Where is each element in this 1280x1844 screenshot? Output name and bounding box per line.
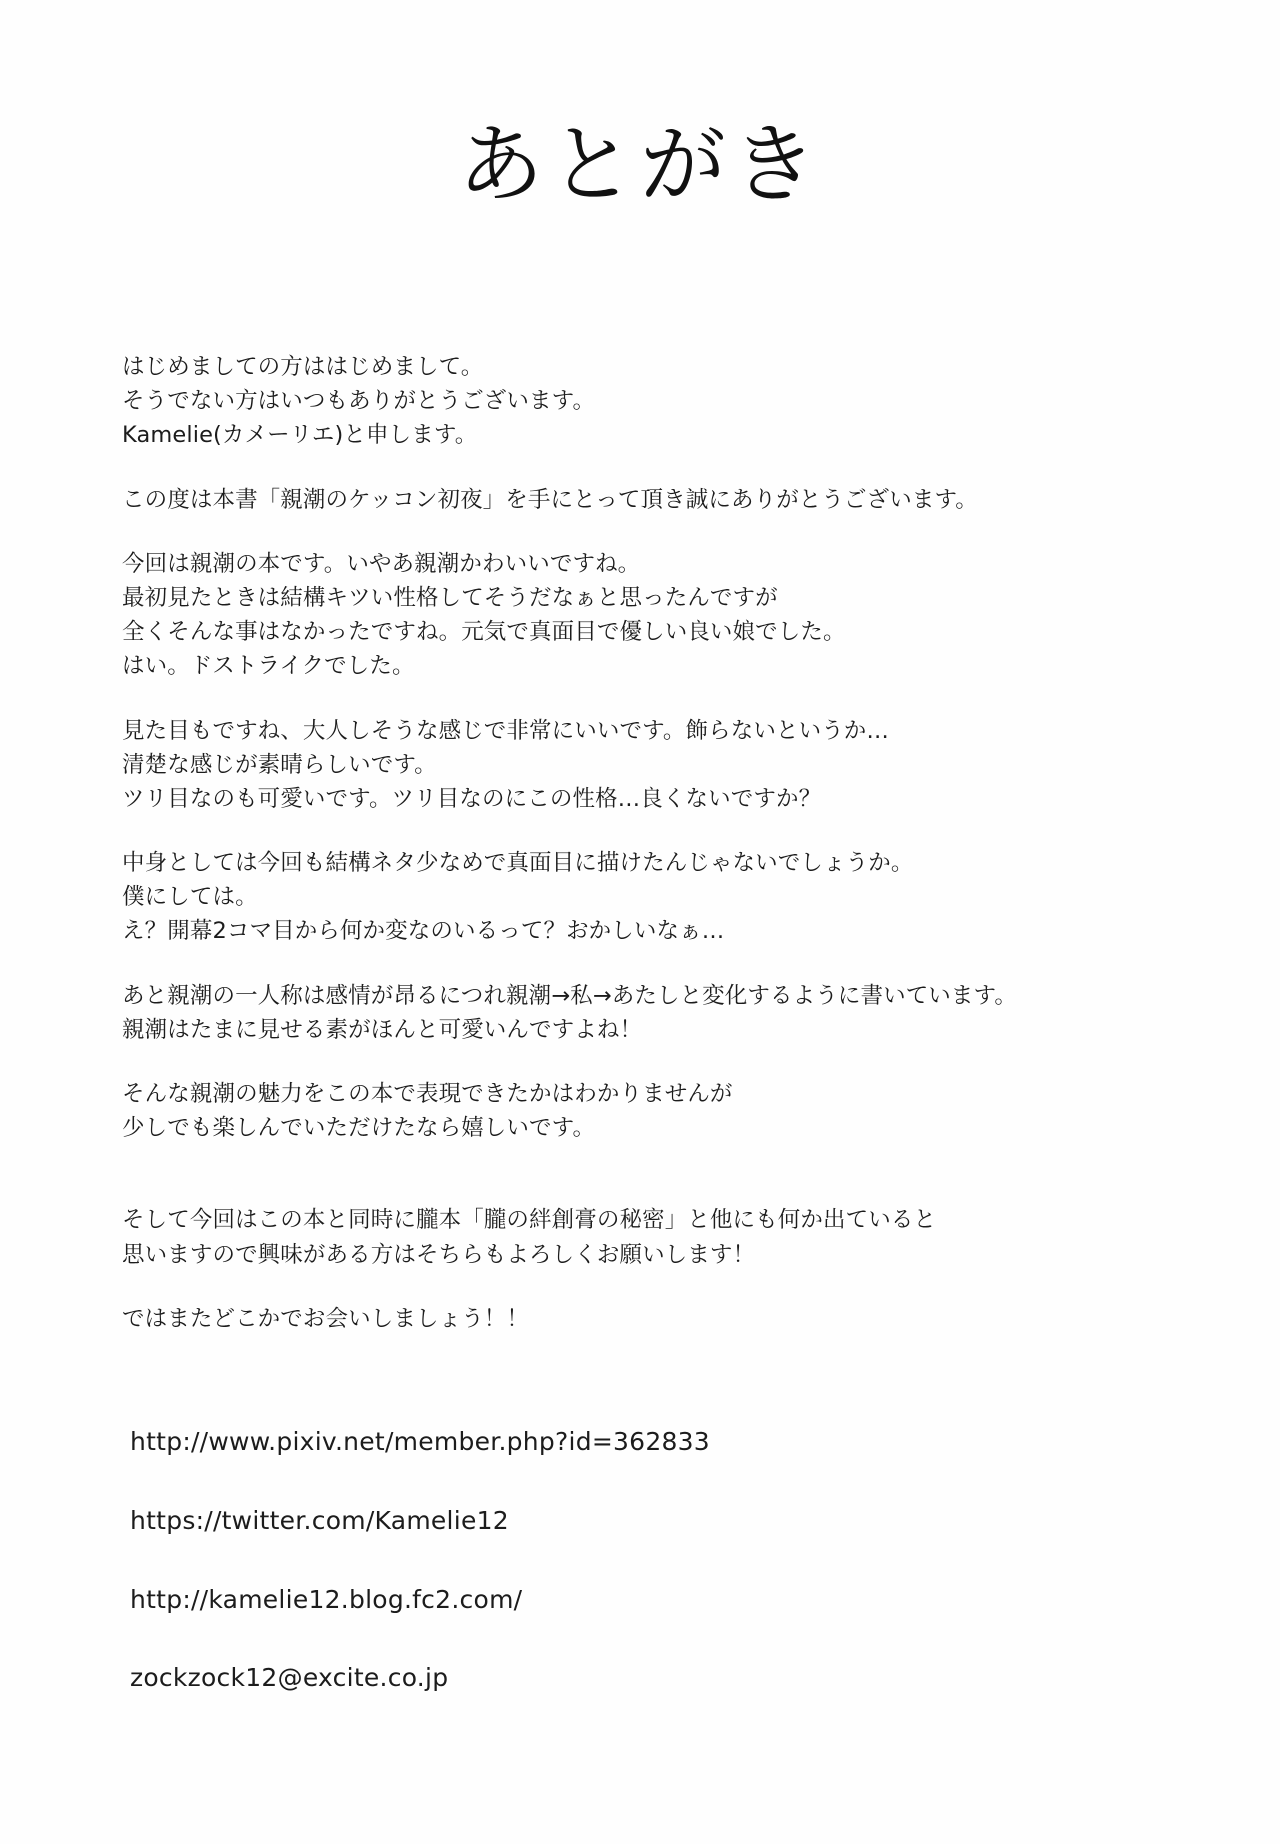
text-line: 思いますので興味がある方はそちらもよろしくお願いします！	[122, 1241, 756, 1268]
page-title: あとがき	[457, 115, 823, 215]
text-line: はい。ドストライクでした。	[122, 653, 415, 680]
link-blog[interactable]: http://kamelie12.blog.fc2.com/	[130, 1584, 523, 1614]
paragraph-closing-charm	[122, 1077, 1162, 1145]
text-line: 最初見たときは結構キツい性格してそうだなぁと思ったんですが	[122, 584, 778, 611]
paragraph-greeting	[122, 350, 1162, 453]
text-line: 親潮はたまに見せる素がほんと可愛いんですよね！	[122, 1016, 643, 1043]
link-pixiv[interactable]: http://www.pixiv.net/member.php?id=362833	[130, 1427, 710, 1456]
paragraph-about-oyashio	[122, 547, 1162, 684]
paragraph-appearance	[122, 714, 1162, 817]
text-line: 中身としては今回も結構ネタ少なめで真面目に描けたんじゃないでしょうか。	[122, 850, 914, 877]
text-line: え？開幕2コマ目から何か変なのいるって？おかしいなぁ…	[122, 918, 725, 945]
text-line: そして今回はこの本と同時に朧本「朧の絆創膏の秘密」と他にも何か出ていると	[122, 1207, 937, 1234]
text-line: ツリ目なのも可愛いです。ツリ目なのにこの性格…良くないですか？	[122, 785, 822, 812]
text-line: この度は本書「親潮のケッコン初夜」を手にとって頂き誠にありがとうございます。	[122, 486, 978, 513]
text-line: そうでない方はいつもありがとうございます。	[122, 388, 596, 415]
text-line: Kamelie(カメーリエ)と申します。	[122, 422, 478, 449]
link-twitter[interactable]: https://twitter.com/Kamelie12	[130, 1505, 509, 1535]
link-email[interactable]: zockzock12@excite.co.jp	[130, 1663, 449, 1693]
text-line: はじめましての方ははじめまして。	[122, 354, 484, 380]
paragraph-thanks	[122, 483, 1162, 517]
paragraph-content	[122, 846, 1162, 949]
text-line: ではまたどこかでお会いしましょう！！	[122, 1305, 530, 1332]
text-line: 清楚な感じが素晴らしいです。	[122, 751, 437, 778]
text-line: あと親潮の一人称は感情が昂るにつれ親潮→私→あたしと変化するように書いています。	[122, 982, 1017, 1009]
paragraph-other-books	[122, 1203, 1162, 1271]
paragraph-farewell	[122, 1302, 1162, 1336]
text-line: 少しでも楽しんでいただけたなら嬉しいです。	[122, 1115, 596, 1142]
paragraph-first-person	[122, 979, 1162, 1047]
text-line: 僕にしては。	[122, 884, 258, 911]
text-line: 見た目もですね、大人しそうな感じで非常にいいです。飾らないというか…	[122, 717, 890, 744]
text-line: 全くそんな事はなかったですね。元気で真面目で優しい良い娘でした。	[122, 619, 846, 646]
text-line: そんな親潮の魅力をこの本で表現できたかはわかりませんが	[122, 1081, 733, 1107]
afterword-body	[122, 350, 1162, 1336]
contact-links	[130, 1425, 1130, 1695]
text-line: 今回は親潮の本です。いやあ親潮かわいいですね。	[122, 550, 641, 577]
